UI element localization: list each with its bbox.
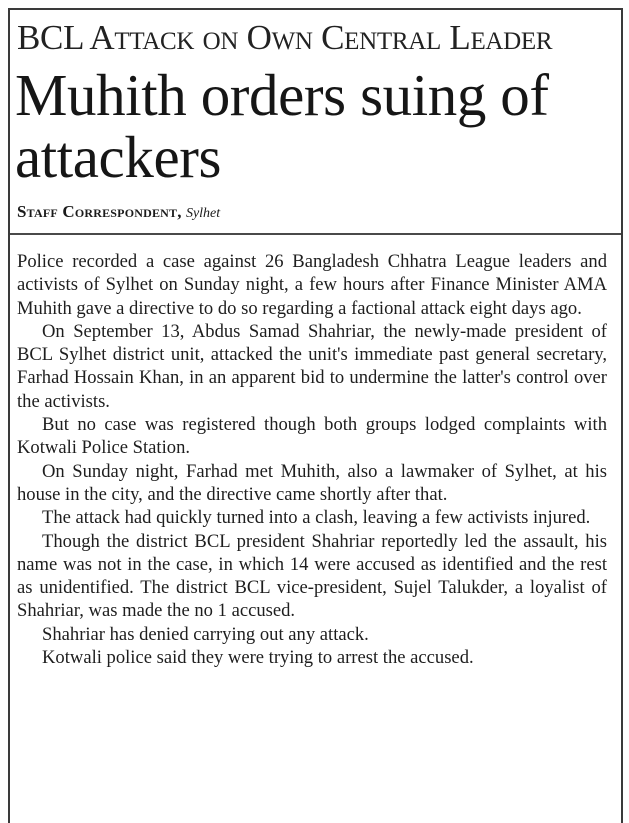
byline-place: Sylhet — [185, 206, 221, 221]
paragraph: Police recorded a case against 26 Bangladesh Chhatra League leaders and activists of Sylhet on Sunday night, a few hours after Finance Minister AMA Muhith gave a directive to do so regarding a factional attack eight days ago. — [17, 251, 607, 319]
paragraph: The attack had quickly turned into a clash, leaving a few activists injured. — [42, 507, 591, 529]
byline-role: Staff Correspondent, — [17, 202, 182, 221]
article-body — [17, 250, 607, 669]
paragraph: Kotwali police said they were trying to arrest the accused. — [42, 647, 474, 669]
paragraph: On September 13, Abdus Samad Shahriar, the newly-made president of BCL Sylhet district unit, attacked the unit's immediate past general secretary, Farhad Hossain Khan, in an apparent bid to undermine the latter's control over the activists. — [17, 320, 607, 412]
main-headline: Muhith orders suing of attackers — [15, 62, 549, 190]
paragraph: Shahriar has denied carrying out any attack. — [42, 623, 369, 645]
paragraph: Though the district BCL president Shahriar reportedly led the assault, his name was not in the case, in which 14 were accused as identified and the rest as unidentified. The district BCL vice-president, Sujel Talukder, a loyalist of Shahriar, was made the no 1 accused. — [17, 530, 607, 622]
divider-rule — [10, 233, 621, 235]
paragraph: But no case was registered though both groups lodged complaints with Kotwali Police Station. — [17, 414, 607, 459]
kicker-headline: BCL Attack on Own Central Leader — [17, 18, 553, 57]
byline — [17, 202, 220, 224]
paragraph: On Sunday night, Farhad met Muhith, also a lawmaker of Sylhet, at his house in the city, and the directive came shortly after that. — [17, 460, 607, 505]
